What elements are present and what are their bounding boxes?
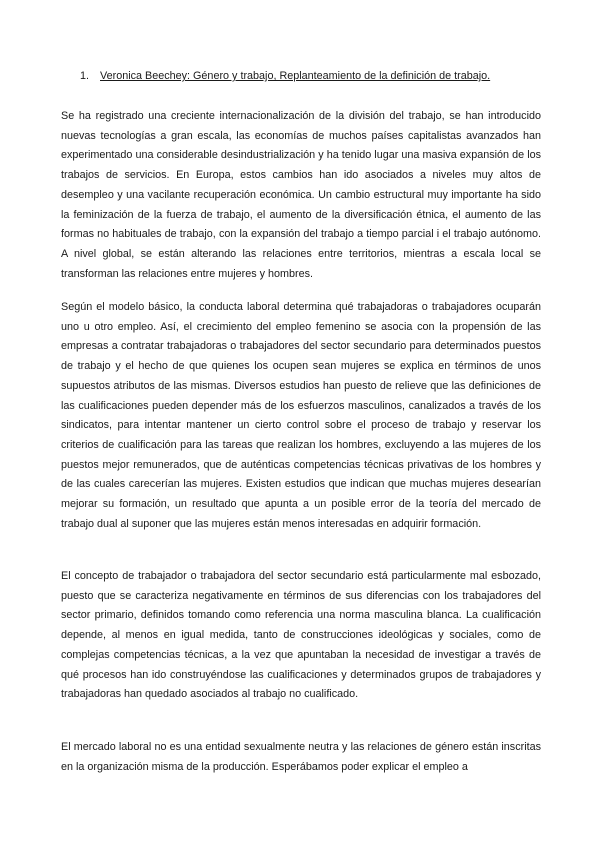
section-number: 1. [80,70,90,82]
paragraph-3: El concepto de trabajador o trabajadora del sector secundario está particularmente mal esbozado, puesto que se caracteriza negativamente en términos de sus diferencias con los trabajadores del sector primario, definidos tomando como referencia una norma masculina blanca. La cualificación depende, al menos en igual medida, tanto de construcciones ideológicas y sociales, como de complejas competencias técnicas, a la vez que apuntaban la necesidad de investigar a través de qué procesos han ido construyéndose las cualificaciones y determinados grupos de trabajadores y trabajadoras han quedado asociados al trabajo no cualificado. [61,570,541,701]
paragraph-4: El mercado laboral no es una entidad sexualmente neutra y las relaciones de género están inscritas en la organización misma de la producción. Esperábamos poder explicar el empleo a [61,741,541,773]
paragraph-1: Se ha registrado una creciente internacionalización de la división del trabajo, se han introducido nuevas tecnologías a gran escala, las economías de muchos países capitalistas avanzados han experimentado una considerable desindustrialización y ha tenido lugar una masiva expansión de los trabajos de servicios. En Europa, estos cambios han ido asociados a niveles muy altos de desempleo y una vacilante recuperación económica. Un cambio estructural muy importante ha sido la feminización de la fuerza de trabajo, el aumento de la diversificación étnica, el aumento de las formas no habituales de trabajo, con la expansión del trabajo a tiempo parcial i el trabajo autónomo. A nivel global, se están alterando las relaciones entre territorios, mientras a escala local se transforman las relaciones entre mujeres y hombres. [61,110,541,280]
section-heading [80,68,540,84]
paragraph-2: Según el modelo básico, la conducta laboral determina qué trabajadoras o trabajadores ocuparán uno u otro empleo. Así, el crecimiento del empleo femenino se asocia con la propensión de las empresas a contratar trabajadoras o trabajadores del sector secundario para determinados puestos de trabajo y el hecho de que quienes los ocupen sean mujeres se explica en términos de unos supuestos atributos de las mismas. Diversos estudios han puesto de relieve que las definiciones de las cualificaciones pueden depender más de los esfuerzos masculinos, canalizados a través de los sindicatos, para intentar mantener un cierto control sobre el proceso de trabajo y reservar los criterios de cualificación para las tareas que realizan los hombres, excluyendo a las mujeres de los puestos mejor remunerados, que de auténticas competencias técnicas privativas de los hombres y de las cuales carecerían las mujeres. Existen estudios que indican que muchas mujeres desearían mejorar su formación, un resultado que apunta a un posible error de la teoría del mercado de trabajo dual al suponer que las mujeres están menos interesadas en adquirir formación. [61,301,541,530]
section-title: Veronica Beechey: Género y trabajo, Replanteamiento de la definición de trabajo. [100,70,491,82]
